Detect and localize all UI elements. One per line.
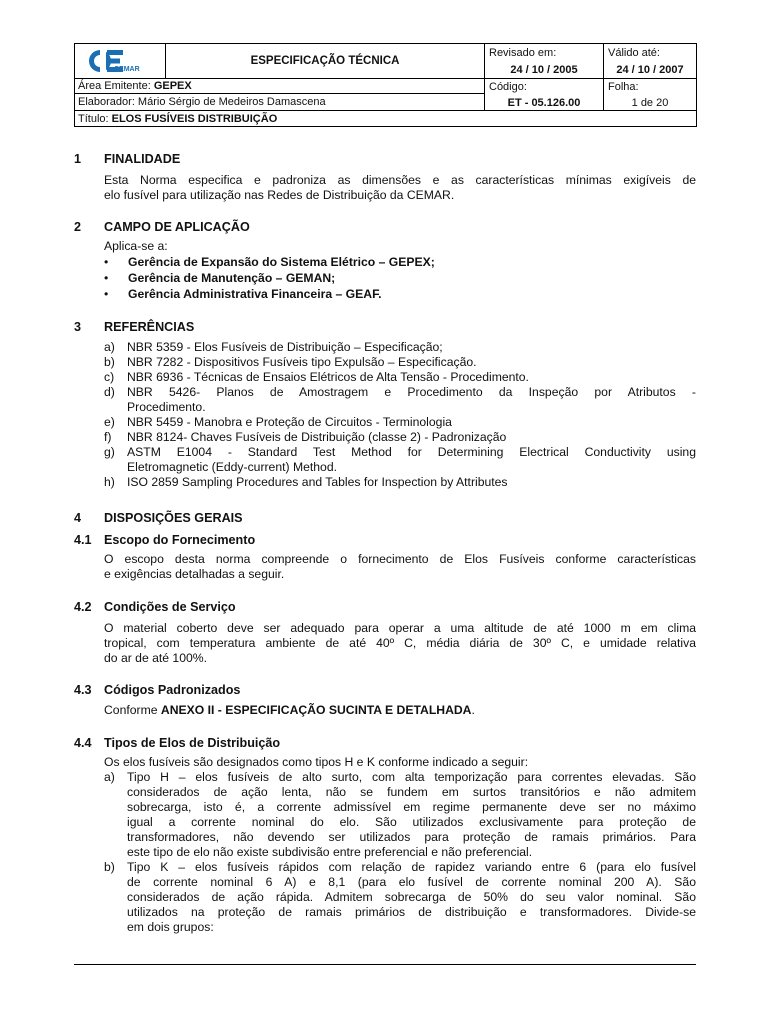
section-3 bbox=[74, 320, 696, 490]
cemar-logo bbox=[78, 45, 162, 78]
list-item bbox=[104, 370, 696, 385]
section-4-2-line-2: tropical, com temperatura ambiente de até 40º C, média diária de 30º C, e umidade relativa bbox=[104, 636, 696, 650]
list-item bbox=[104, 475, 696, 490]
section-4-3-heading bbox=[74, 683, 696, 697]
list-text-line-1: NBR 5426- Planos de Amostragem e Procedimento da Inspeção por Atributos - bbox=[127, 385, 696, 399]
list-text bbox=[127, 770, 696, 860]
section-4-1-line-2: e exigências detalhadas a seguir. bbox=[104, 567, 285, 581]
doc-type: ESPECIFICAÇÃO TÉCNICA bbox=[166, 44, 485, 79]
list-item bbox=[104, 385, 696, 415]
section-4-1-line-1: O escopo desta norma compreende o fornecimento de Elos Fusíveis conforme características bbox=[104, 552, 696, 566]
list-label: c) bbox=[104, 370, 115, 384]
section-4-4-title: Tipos de Elos de Distribuição bbox=[104, 736, 281, 750]
section-2-heading bbox=[74, 220, 696, 234]
list-text-line-2: Procedimento. bbox=[127, 400, 206, 414]
type-k-line-1: Tipo K – elos fusíveis rápidos com relação de rapidez variando entre 6 (para elo fusível bbox=[127, 860, 696, 874]
section-4-heading bbox=[74, 511, 696, 525]
bullet-text: Gerência Administrativa Financeira – GEAF. bbox=[128, 287, 382, 301]
section-4-2 bbox=[74, 600, 696, 666]
logo-text: CEMAR bbox=[114, 65, 140, 73]
section-4-2-line-1: O material coberto deve ser adequado para operar a uma altitude de até 1000 m em clima bbox=[104, 621, 696, 635]
list-item bbox=[104, 254, 696, 270]
section-1 bbox=[74, 152, 696, 203]
section-4-3-title: Códigos Padronizados bbox=[104, 683, 241, 697]
section-4-title: DISPOSIÇÕES GERAIS bbox=[104, 511, 243, 525]
section-2-title: CAMPO DE APLICAÇÃO bbox=[104, 220, 250, 234]
logo-cell bbox=[75, 44, 166, 79]
section-2-intro: Aplica-se a: bbox=[104, 239, 168, 253]
section-4-4 bbox=[74, 736, 696, 935]
reference-list bbox=[74, 340, 696, 490]
list-label: a) bbox=[104, 340, 115, 354]
type-k-line-5: em dois grupos: bbox=[127, 920, 214, 934]
section-4-3-suffix: . bbox=[471, 703, 475, 717]
section-4-4-heading bbox=[74, 736, 696, 750]
list-item bbox=[104, 355, 696, 370]
section-1-text bbox=[104, 173, 696, 203]
list-text bbox=[127, 385, 696, 415]
bullet-icon: • bbox=[104, 287, 109, 301]
section-4-4-intro: Os elos fusíveis são designados como tipos H e K conforme indicado a seguir: bbox=[104, 755, 529, 769]
area-cell bbox=[75, 79, 485, 94]
list-text: NBR 7282 - Dispositivos Fusíveis tipo Expulsão – Especificação. bbox=[127, 355, 477, 369]
section-4-2-text bbox=[104, 621, 696, 666]
footer-divider bbox=[74, 964, 696, 965]
section-4-3-text bbox=[104, 703, 696, 718]
bullet-text: Gerência de Manutenção – GEMAN; bbox=[128, 271, 336, 285]
list-text: NBR 8124- Chaves Fusíveis de Distribuição (classe 2) - Padronização bbox=[127, 430, 507, 444]
section-4-3-prefix: Conforme bbox=[104, 703, 161, 717]
section-4-1-number: 4.1 bbox=[74, 533, 92, 547]
list-item bbox=[104, 340, 696, 355]
list-text: NBR 5359 - Elos Fusíveis de Distribuição – Especificação; bbox=[127, 340, 443, 354]
section-4-1-title: Escopo do Fornecimento bbox=[104, 533, 256, 547]
revised-label: Revisado em: bbox=[489, 46, 557, 59]
list-item bbox=[104, 430, 696, 445]
section-3-heading bbox=[74, 320, 696, 334]
author: Elaborador: Mário Sérgio de Medeiros Damascena bbox=[75, 94, 485, 111]
section-1-line-1: Esta Norma especifica e padroniza as dimensões e as características mínimas exigíveis de bbox=[104, 173, 696, 187]
section-3-number: 3 bbox=[74, 320, 82, 334]
area-label: Área Emitente: bbox=[78, 80, 154, 92]
list-text: NBR 5459 - Manobra e Proteção de Circuitos - Terminologia bbox=[127, 415, 452, 429]
sheet-value: 1 de 20 bbox=[631, 96, 669, 109]
section-4-1-heading bbox=[74, 533, 696, 547]
section-1-title: FINALIDADE bbox=[104, 152, 181, 166]
list-text-line-1: ASTM E1004 - Standard Test Method for Determining Electrical Conductivity using bbox=[127, 445, 696, 459]
list-text: NBR 6936 - Técnicas de Ensaios Elétricos de Alta Tensão - Procedimento. bbox=[127, 370, 529, 384]
valid-cell bbox=[604, 44, 697, 79]
document-header bbox=[74, 43, 697, 127]
title-cell bbox=[75, 111, 697, 127]
list-label: h) bbox=[104, 475, 115, 489]
list-text bbox=[127, 445, 696, 475]
list-label: g) bbox=[104, 445, 115, 459]
section-4-number: 4 bbox=[74, 511, 82, 525]
type-h-line-1: Tipo H – elos fusíveis de alto surto, com alta temporização para correntes elevadas. São bbox=[127, 770, 696, 784]
section-1-number: 1 bbox=[74, 152, 82, 166]
list-item bbox=[104, 270, 696, 286]
list-text bbox=[127, 860, 696, 935]
type-k-line-4: utilizados na proteção de ramais primários de distribuição e transformadores. Divide-se bbox=[127, 905, 696, 919]
list-item bbox=[104, 445, 696, 475]
type-k-line-3: considerados de ação rápida. Admitem sobrecarga de 50% do seu valor nominal. São bbox=[127, 890, 696, 904]
section-4-4-number: 4.4 bbox=[74, 736, 92, 750]
revised-value: 24 / 10 / 2005 bbox=[510, 63, 578, 76]
list-text: ISO 2859 Sampling Procedures and Tables for Inspection by Attributes bbox=[127, 475, 508, 489]
type-h-line-6: este tipo de elo não existe subdivisão entre preferencial e não preferencial. bbox=[127, 845, 533, 859]
list-item bbox=[104, 415, 696, 430]
title-value: ELOS FUSÍVEIS DISTRIBUIÇÃO bbox=[111, 112, 278, 125]
section-4 bbox=[74, 511, 696, 525]
section-4-3 bbox=[74, 683, 696, 718]
bullet-text: Gerência de Expansão do Sistema Elétrico – GEPEX; bbox=[128, 255, 435, 269]
area-value: GEPEX bbox=[153, 80, 192, 92]
code-cell bbox=[485, 79, 604, 111]
section-4-3-number: 4.3 bbox=[74, 683, 92, 697]
section-2 bbox=[74, 220, 696, 302]
section-4-2-number: 4.2 bbox=[74, 600, 92, 614]
valid-label: Válido até: bbox=[608, 46, 660, 59]
section-4-2-title: Condições de Serviço bbox=[104, 600, 236, 614]
section-1-line-2: elo fusível para utilização nas Redes de Distribuição da CEMAR. bbox=[104, 188, 455, 202]
section-2-number: 2 bbox=[74, 220, 82, 234]
section-4-2-heading bbox=[74, 600, 696, 614]
list-label: e) bbox=[104, 415, 115, 429]
sheet-cell bbox=[604, 79, 697, 111]
section-3-title: REFERÊNCIAS bbox=[104, 320, 195, 334]
list-label: a) bbox=[104, 770, 115, 784]
type-h-line-5: transformadores, não devendo ser utilizados para proteção de ramais primários. Para bbox=[127, 830, 696, 844]
section-1-heading bbox=[74, 152, 696, 166]
list-item bbox=[104, 286, 696, 302]
list-label: d) bbox=[104, 385, 115, 399]
section-4-1-text bbox=[104, 552, 696, 582]
list-item bbox=[104, 860, 696, 935]
type-h-line-3: sobrecarga, isto é, a corrente admissível em regime permanente deve ser no máximo bbox=[127, 800, 696, 814]
valid-value: 24 / 10 / 2007 bbox=[616, 63, 684, 76]
list-label: b) bbox=[104, 860, 115, 874]
type-h-line-2: considerados de ação lenta, não se fundem em surtos transitórios e não admitem bbox=[127, 785, 696, 799]
bullet-icon: • bbox=[104, 271, 109, 285]
type-k-line-2: de corrente nominal 6 A) e 8,1 (para elo fusível de corrente nominal 200 A). São bbox=[127, 875, 696, 889]
list-text-line-2: Eletromagnetic (Eddy-current) Method. bbox=[127, 460, 337, 474]
section-4-2-line-3: do ar de até 100%. bbox=[104, 651, 207, 665]
section-4-3-annex: ANEXO II - ESPECIFICAÇÃO SUCINTA E DETALHADA bbox=[160, 703, 472, 717]
type-h-line-4: igual a corrente nominal do elo. São utilizados exclusivamente para proteção de bbox=[127, 815, 696, 829]
revised-cell bbox=[485, 44, 604, 79]
section-4-1 bbox=[74, 533, 696, 582]
sheet-label: Folha: bbox=[608, 80, 639, 93]
title-label: Título: bbox=[78, 112, 112, 125]
list-label: f) bbox=[104, 430, 112, 444]
code-value: ET - 05.126.00 bbox=[507, 96, 581, 109]
bullet-icon: • bbox=[104, 255, 109, 269]
list-label: b) bbox=[104, 355, 115, 369]
list-item bbox=[104, 770, 696, 860]
code-label: Código: bbox=[489, 80, 527, 93]
